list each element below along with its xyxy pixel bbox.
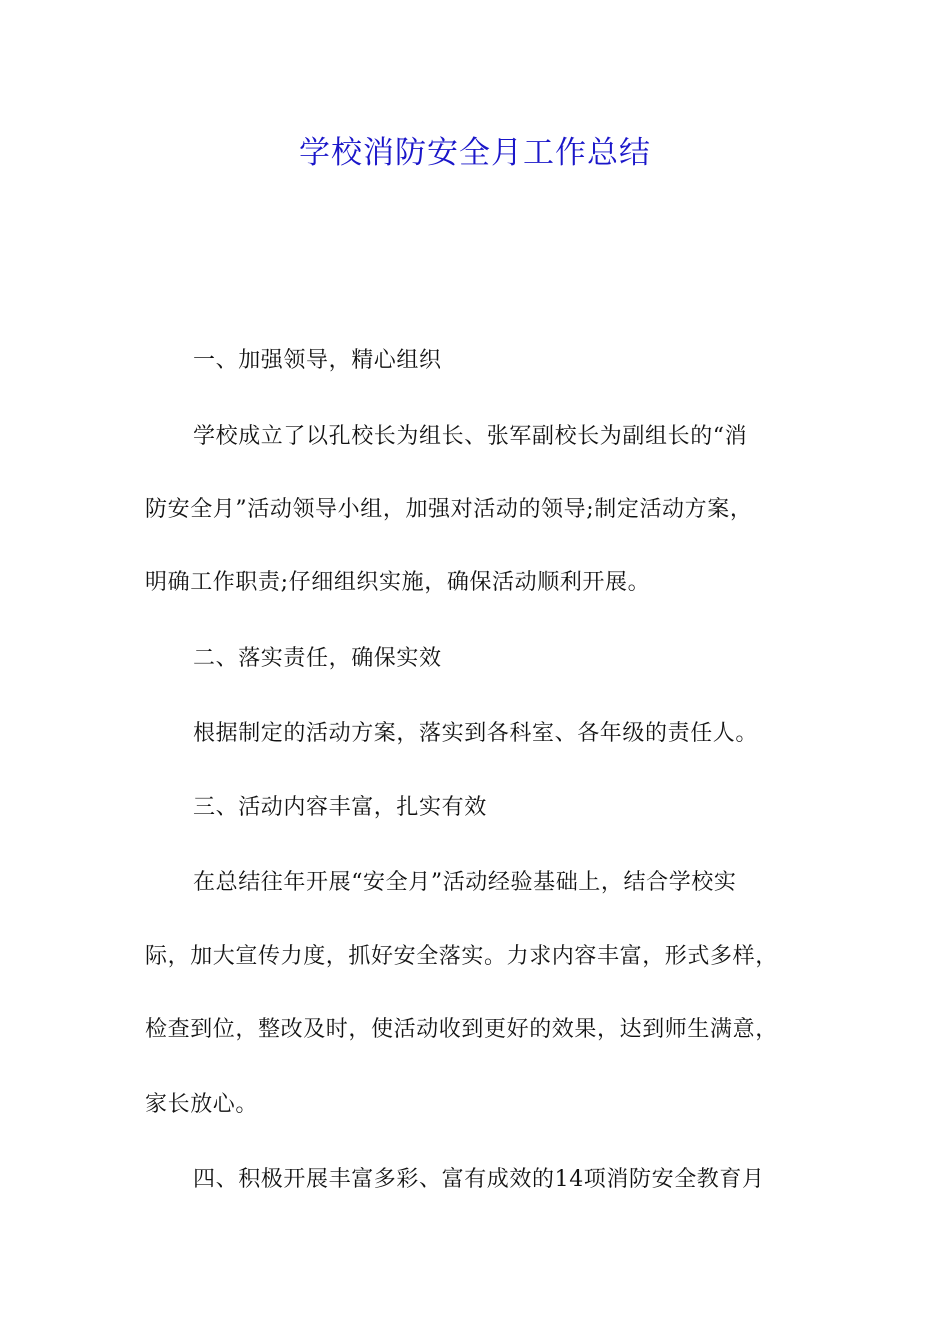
- paragraph-line: 际，加大宣传力度，抓好安全落实。力求内容丰富，形式多样，: [145, 944, 778, 969]
- paragraph-line: 检查到位，整改及时，使活动收到更好的效果，达到师生满意，: [145, 1017, 778, 1042]
- paragraph-line: 根据制定的活动方案，落实到各科室、各年级的责任人。: [193, 721, 759, 746]
- paragraph-line: 防安全月”活动领导小组，加强对活动的领导;制定活动方案，: [145, 497, 753, 522]
- section-heading-1: 一、加强领导，精心组织: [193, 348, 442, 373]
- paragraph-line: 明确工作职责;仔细组织实施，确保活动顺利开展。: [145, 570, 651, 595]
- section-heading-3: 三、活动内容丰富，扎实有效: [193, 795, 487, 820]
- paragraph-line: 在总结往年开展“安全月”活动经验基础上，结合学校实: [193, 870, 737, 895]
- section-heading-4: 四、积极开展丰富多彩、富有成效的14项消防安全教育月: [193, 1167, 765, 1192]
- paragraph-line: 学校成立了以孔校长为组长、张军副校长为副组长的“消: [193, 424, 748, 449]
- document-title: 学校消防安全月工作总结: [299, 135, 651, 171]
- section-heading-2: 二、落实责任，确保实效: [193, 646, 442, 671]
- paragraph-line: 家长放心。: [145, 1092, 259, 1117]
